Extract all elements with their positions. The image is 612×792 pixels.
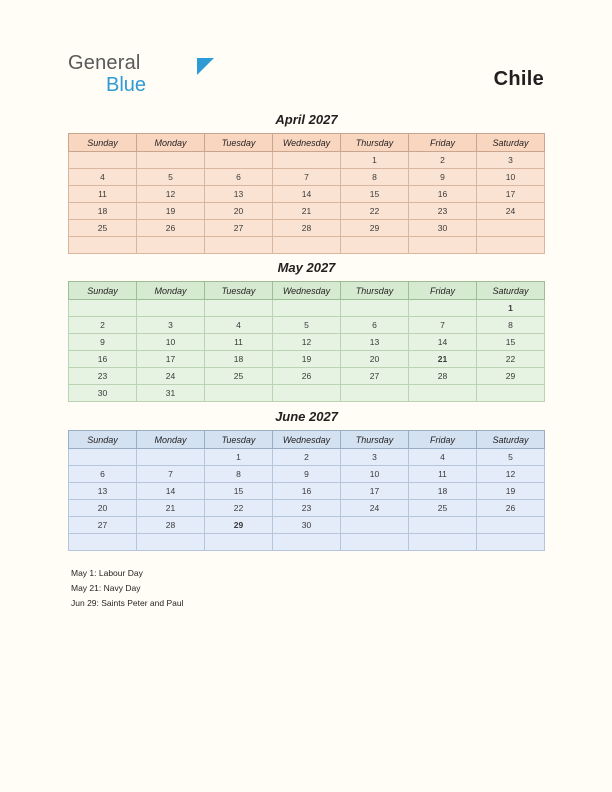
day-cell: 25 [409,500,477,517]
day-cell: 4 [205,317,273,334]
day-cell: 1 [341,152,409,169]
day-cell: 27 [205,220,273,237]
weekday-header-row [69,282,545,300]
day-cell-empty [137,449,205,466]
day-cell: 13 [205,186,273,203]
day-cell: 17 [137,351,205,368]
week-row [69,483,545,500]
day-cell-empty [137,152,205,169]
day-cell: 20 [341,351,409,368]
day-cell-empty [273,237,341,254]
month-grid-may [68,281,545,402]
day-cell: 29 [341,220,409,237]
day-cell-holiday: 21 [409,351,477,368]
day-cell: 26 [477,500,545,517]
weekday-header-thursday: Thursday [341,134,409,152]
day-cell: 22 [477,351,545,368]
day-cell-empty [137,300,205,317]
logo-text-general: General [68,52,141,74]
day-cell: 7 [273,169,341,186]
weekday-header-saturday: Saturday [477,282,545,300]
day-cell-empty [477,534,545,551]
day-cell: 23 [69,368,137,385]
calendar-month-may [68,260,545,402]
day-cell-empty [69,237,137,254]
day-cell-holiday: 1 [477,300,545,317]
day-cell: 10 [137,334,205,351]
week-row [69,385,545,402]
day-cell: 14 [137,483,205,500]
day-cell-empty [341,385,409,402]
day-cell: 5 [477,449,545,466]
day-cell: 30 [409,220,477,237]
week-row [69,534,545,551]
day-cell-empty [273,534,341,551]
day-cell: 15 [205,483,273,500]
day-cell-empty [273,385,341,402]
day-cell-empty [205,300,273,317]
day-cell-empty [205,152,273,169]
weekday-header-wednesday: Wednesday [273,282,341,300]
day-cell-empty [273,300,341,317]
day-cell-holiday: 29 [205,517,273,534]
weekday-header-monday: Monday [137,282,205,300]
logo-text-blue: Blue [106,74,147,96]
week-row [69,186,545,203]
weekday-header-friday: Friday [409,431,477,449]
week-row [69,368,545,385]
week-row [69,237,545,254]
day-cell: 5 [137,169,205,186]
day-cell: 4 [409,449,477,466]
day-cell: 10 [341,466,409,483]
month-grid-june [68,430,545,551]
day-cell: 12 [477,466,545,483]
day-cell: 20 [69,500,137,517]
day-cell: 6 [341,317,409,334]
calendar-month-april [68,112,545,254]
day-cell: 22 [341,203,409,220]
day-cell: 21 [137,500,205,517]
day-cell-empty [69,534,137,551]
month-grid-april [68,133,545,254]
weekday-header-saturday: Saturday [477,431,545,449]
day-cell: 2 [69,317,137,334]
weekday-header-friday: Friday [409,282,477,300]
weekday-header-saturday: Saturday [477,134,545,152]
day-cell: 25 [205,368,273,385]
day-cell: 27 [69,517,137,534]
day-cell: 31 [137,385,205,402]
day-cell-empty [409,385,477,402]
day-cell: 26 [273,368,341,385]
day-cell: 12 [137,186,205,203]
day-cell: 12 [273,334,341,351]
day-cell: 14 [409,334,477,351]
day-cell: 7 [409,317,477,334]
day-cell: 23 [273,500,341,517]
day-cell-empty [477,385,545,402]
week-row [69,220,545,237]
day-cell: 17 [477,186,545,203]
calendar-month-june [68,409,545,551]
day-cell: 11 [205,334,273,351]
day-cell: 23 [409,203,477,220]
day-cell: 16 [273,483,341,500]
weekday-header-sunday: Sunday [69,431,137,449]
month-title: June 2027 [275,409,338,424]
weekday-header-thursday: Thursday [341,431,409,449]
day-cell-empty [205,534,273,551]
day-cell-empty [69,449,137,466]
day-cell: 9 [69,334,137,351]
day-cell: 16 [409,186,477,203]
day-cell: 20 [205,203,273,220]
day-cell: 4 [69,169,137,186]
week-row [69,169,545,186]
weekday-header-tuesday: Tuesday [205,134,273,152]
day-cell: 18 [69,203,137,220]
day-cell-empty [69,300,137,317]
day-cell: 28 [409,368,477,385]
week-row [69,449,545,466]
week-row [69,517,545,534]
day-cell: 26 [137,220,205,237]
weekday-header-tuesday: Tuesday [205,431,273,449]
weekday-header-wednesday: Wednesday [273,431,341,449]
day-cell: 24 [137,368,205,385]
weekday-header-friday: Friday [409,134,477,152]
day-cell: 24 [341,500,409,517]
day-cell: 18 [205,351,273,368]
weekday-header-sunday: Sunday [69,282,137,300]
day-cell: 14 [273,186,341,203]
weekday-header-thursday: Thursday [341,282,409,300]
weekday-header-row [69,431,545,449]
day-cell: 18 [409,483,477,500]
week-row [69,500,545,517]
day-cell-empty [477,517,545,534]
weekday-header-sunday: Sunday [69,134,137,152]
day-cell-empty [341,300,409,317]
day-cell: 10 [477,169,545,186]
day-cell: 27 [341,368,409,385]
weekday-header-monday: Monday [137,134,205,152]
day-cell-empty [341,534,409,551]
day-cell: 15 [477,334,545,351]
day-cell-empty [273,152,341,169]
day-cell: 3 [341,449,409,466]
week-row [69,317,545,334]
holiday-note: May 21: Navy Day [71,583,141,593]
day-cell-empty [137,534,205,551]
day-cell: 8 [477,317,545,334]
week-row [69,300,545,317]
day-cell: 15 [341,186,409,203]
day-cell: 30 [273,517,341,534]
week-row [69,334,545,351]
day-cell: 9 [273,466,341,483]
day-cell-empty [477,237,545,254]
day-cell: 5 [273,317,341,334]
logo-triangle-icon [197,58,214,75]
day-cell: 1 [205,449,273,466]
day-cell: 2 [273,449,341,466]
day-cell: 9 [409,169,477,186]
day-cell: 11 [69,186,137,203]
day-cell: 19 [137,203,205,220]
day-cell: 24 [477,203,545,220]
holiday-notes-list [68,566,468,611]
weekday-header-monday: Monday [137,431,205,449]
week-row [69,203,545,220]
day-cell: 3 [137,317,205,334]
day-cell: 21 [273,203,341,220]
day-cell: 8 [341,169,409,186]
day-cell: 28 [273,220,341,237]
day-cell-empty [205,237,273,254]
day-cell: 13 [341,334,409,351]
day-cell: 3 [477,152,545,169]
day-cell: 2 [409,152,477,169]
day-cell: 6 [205,169,273,186]
week-row [69,466,545,483]
day-cell-empty [409,300,477,317]
day-cell: 16 [69,351,137,368]
day-cell: 13 [69,483,137,500]
holiday-note: May 1: Labour Day [71,568,143,578]
month-title: May 2027 [277,260,336,275]
day-cell: 11 [409,466,477,483]
day-cell: 30 [69,385,137,402]
day-cell-empty [69,152,137,169]
day-cell: 6 [69,466,137,483]
day-cell-empty [137,237,205,254]
weekday-header-row [69,134,545,152]
month-title: April 2027 [275,112,338,127]
general-blue-logo [68,52,248,98]
day-cell-empty [205,385,273,402]
day-cell: 17 [341,483,409,500]
day-cell: 8 [205,466,273,483]
page-title: Chile [493,68,544,90]
holiday-note: Jun 29: Saints Peter and Paul [71,598,184,608]
day-cell: 19 [477,483,545,500]
day-cell-empty [409,237,477,254]
weekday-header-wednesday: Wednesday [273,134,341,152]
day-cell-empty [341,517,409,534]
weekday-header-tuesday: Tuesday [205,282,273,300]
day-cell: 25 [69,220,137,237]
day-cell-empty [409,517,477,534]
day-cell: 7 [137,466,205,483]
day-cell-empty [341,237,409,254]
day-cell-empty [477,220,545,237]
day-cell: 29 [477,368,545,385]
week-row [69,152,545,169]
day-cell: 19 [273,351,341,368]
day-cell-empty [409,534,477,551]
week-row [69,351,545,368]
day-cell: 28 [137,517,205,534]
day-cell: 22 [205,500,273,517]
